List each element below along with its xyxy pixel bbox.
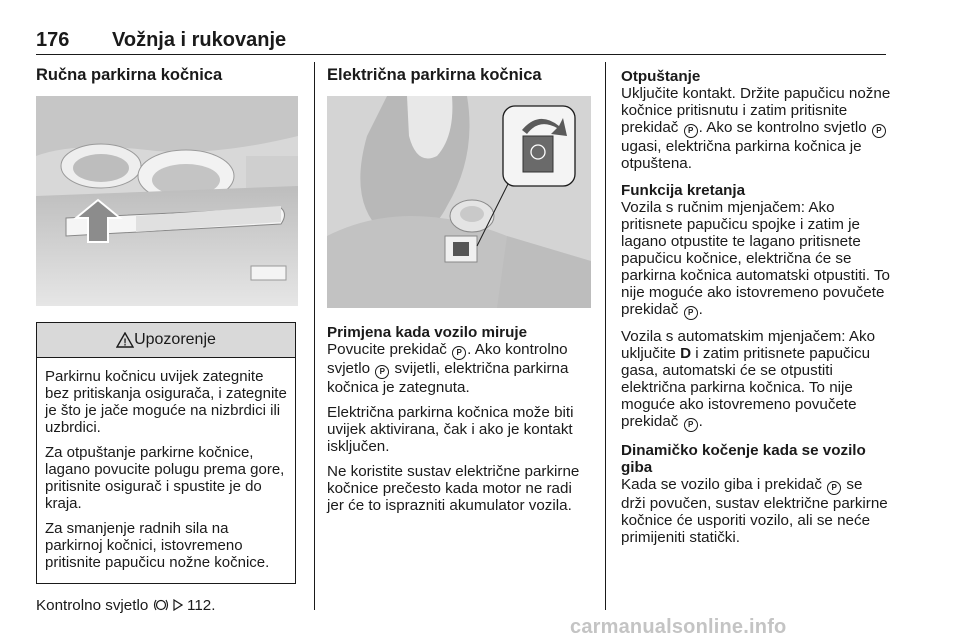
right-text [621,68,891,556]
column-divider-1 [314,62,315,610]
middle-text [327,324,589,522]
paragraph-automatic: Vozila s automatskim mjenjačem: Ako uključite D i zatim pritisnete papučicu gasa, automatski će se otpustiti električna parkirna kočnica. To nije moguće ako istovremeno povučete prekidač P . [621,328,876,430]
warning-light-reference: Kontrolno svjetlo 112. [36,597,216,614]
subheading-release: Otpuštanje [621,68,701,85]
paragraph-always-active: Električna parkirna kočnica može biti uvijek aktivirana, čak i ako je kontakt isključen. [327,404,574,455]
paragraph-battery: Ne koristite sustav električne parkirne kočnice prečesto kada motor ne radi jer će to isprazniti akumulator vozila. [327,463,580,514]
page-number: 176 [36,29,70,51]
parking-brake-icon: P [684,418,698,432]
parking-brake-icon: P [684,124,698,138]
warning-box [36,322,296,584]
column-divider-2 [605,62,606,610]
svg-text:!: ! [123,337,127,348]
parking-brake-icon: P [375,365,389,379]
header-rule [36,54,886,55]
handbrake-image [36,96,298,306]
parking-brake-icon: P [827,481,841,495]
brake-warning-light-icon [153,598,169,612]
section-title-handbrake: Ručna parkirna kočnica [36,66,223,84]
paragraph-release: Uključite kontakt. Držite papučicu nožne kočnice pritisnutu i zatim pritisnite prekidač P . Ako se kontrolno svjetlo P ugasi, električna parkirna kočnica je otpuštena. [621,85,891,172]
page-reference-arrow-icon [173,599,183,611]
warning-header [37,323,295,358]
electric-brake-image [327,96,591,308]
watermark: carmanualsonline.info [570,616,787,638]
chapter-title: Vožnja i rukovanje [112,29,287,51]
paragraph-apply: Povucite prekidač P . Ako kontrolno svjetlo P svijetli, električna parkirna kočnica je zategnuta. [327,341,569,396]
warning-paragraph: Za smanjenje radnih sila na parkirnoj kočnici, istovremeno pritisnite papučicu nožne kočnice. [45,520,270,571]
warning-title: Upozorenje [134,331,216,348]
parking-brake-icon: P [452,346,466,360]
warning-paragraph: Parkirnu kočnicu uvijek zategnite bez pritiskanja osigurača, i zategnite je što je jače moguće na nizbrdici ili uzbrdici. [45,368,287,436]
subheading-dynamic-braking: Dinamičko kočenje kada se vozilo giba [621,442,866,476]
paragraph-dynamic: Kada se vozilo giba i prekidač P se drži povučen, sustav električne parkirne kočnice će usporiti vozilo, ali se neće primijeniti statički. [621,476,888,546]
paragraph-manual: Vozila s ručnim mjenjačem: Ako pritisnete papučicu spojke i zatim je lagano otpustite te lagano pritisnete papučicu kočnice, električna će se parkirna kočnica automatski otpustiti. To nije moguće ako istovremeno povučete prekidač P . [621,199,891,318]
subheading-stationary: Primjena kada vozilo miruje [327,324,528,341]
subheading-drive-away: Funkcija kretanja [621,182,746,199]
warning-paragraph: Za otpuštanje parkirne kočnice, lagano povucite polugu prema gore, pritisnite osigurač i spustite je do kraja. [45,444,285,512]
warning-triangle-icon [116,332,134,348]
section-title-electric-brake: Električna parkirna kočnica [327,66,542,84]
parking-brake-icon: P [872,124,886,138]
parking-brake-icon: P [684,306,698,320]
